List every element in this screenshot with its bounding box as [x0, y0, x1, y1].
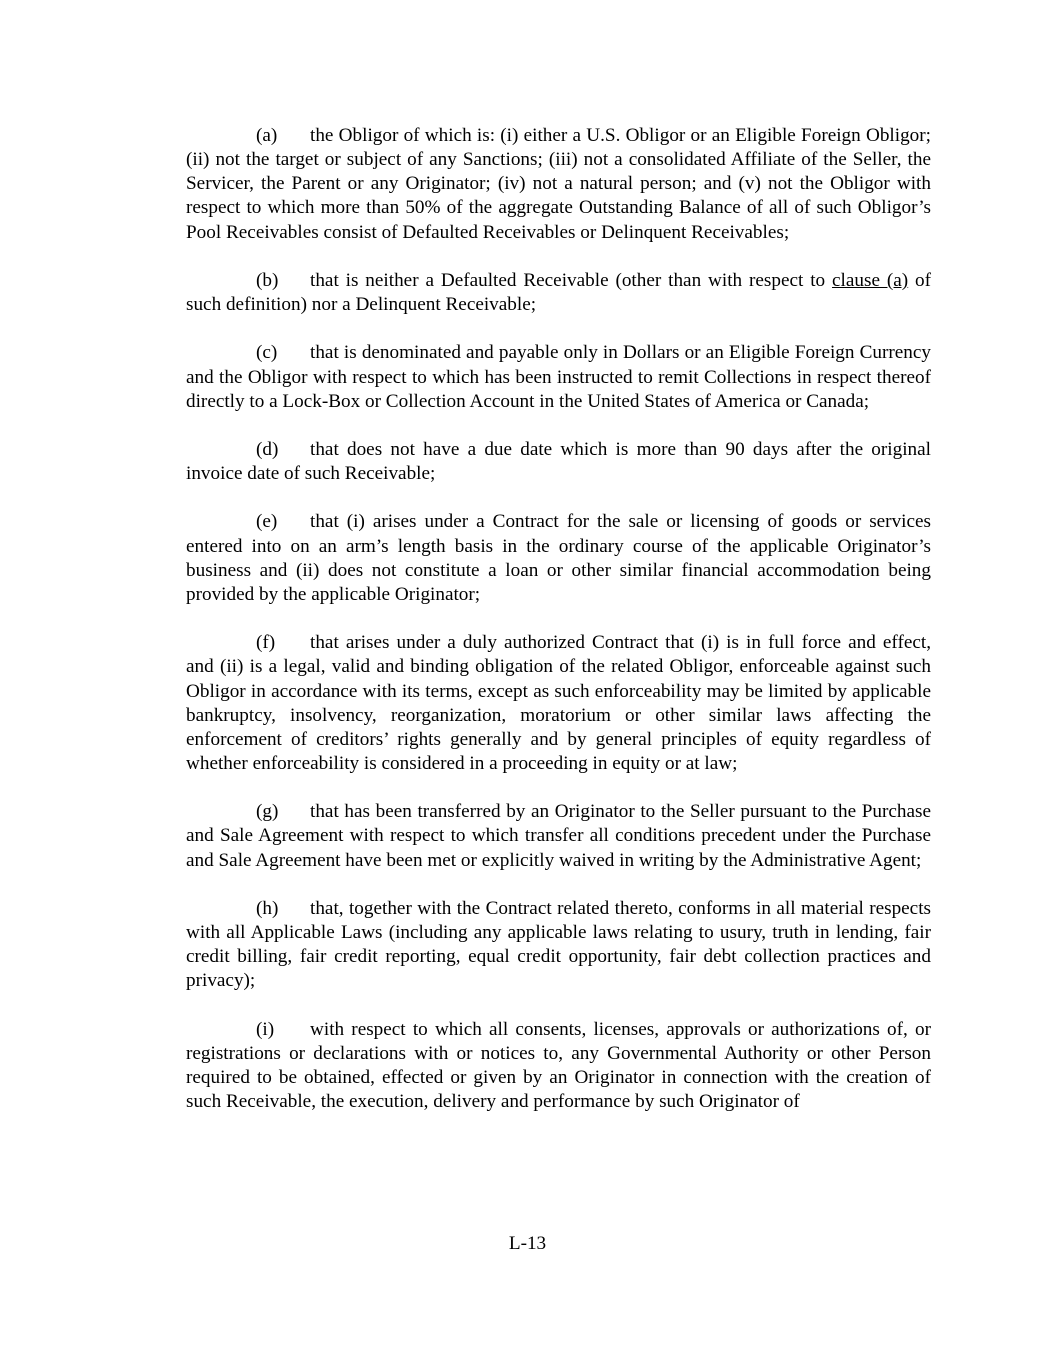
paragraph-text: that does not have a due date which is more than 90 days after the original invoice date of such Receivable; — [186, 438, 931, 485]
document-body — [186, 124, 931, 1114]
paragraph-marker: (e) — [256, 511, 278, 533]
paragraph-i — [186, 1018, 931, 1115]
paragraph-marker: (a) — [256, 125, 278, 146]
paragraph-marker: (d) — [256, 438, 279, 460]
paragraph-text: that arises under a duly authorized Contract that (i) is in full force and effect, and (ii) is a legal, valid and binding obligation of the related Obligor, enforceable against such Obligor in accordance with its terms, except as such enforceability may be limited by applicable bankruptcy, insolvency, reorganization, moratorium or other similar laws affecting the enforcement of creditors’ rights generally and by general principles of equity regardless of whether enforceability is considered in a proceeding in equity or at law; — [186, 632, 931, 774]
paragraph-marker: (i) — [256, 1018, 275, 1040]
paragraph-marker: (g) — [256, 801, 279, 823]
paragraph-text-continued: of such definition) nor a Delinquent Receivable; — [186, 269, 931, 316]
paragraph-f — [186, 631, 931, 776]
paragraph-text: that has been transferred by an Originator to the Seller pursuant to the Purchase and Sale Agreement with respect to which transfer all conditions precedent under the Purchase and Sale Agreement have been met or explicitly waived in writing by the Administrative Agent; — [186, 801, 931, 871]
paragraph-d — [186, 438, 931, 486]
paragraph-text: with respect to which all consents, licenses, approvals or authorizations of, or registrations or declarations with or notices to, any Governmental Authority or other Person required to be obtained, effected or given by an Originator in connection with the creation of such Receivable, the execution, delivery and performance by such Originator of — [186, 1018, 931, 1113]
paragraph-g — [186, 800, 931, 872]
page-number: L-13 — [508, 1233, 547, 1254]
paragraph-marker: (f) — [256, 632, 276, 654]
paragraph-text: the Obligor of which is: (i) either a U.S. Obligor or an Eligible Foreign Obligor; (ii) not the target or subject of any Sanctions; (iii) not a consolidated Affiliate of the Seller, the Servicer, the Parent or any Originator; (iv) not a natural person; and (v) not the Obligor with respect to which more than 50% of the aggregate Outstanding Balance of all of such Obligor’s Pool Receivables consist of Defaulted Receivables or Delinquent Receivables; — [186, 125, 931, 243]
paragraph-h — [186, 897, 931, 994]
paragraph-a — [186, 124, 931, 245]
paragraph-text: that, together with the Contract related thereto, conforms in all material respects with all Applicable Laws (including any applicable laws relating to usury, truth in lending, fair credit billing, fair credit reporting, equal credit opportunity, fair debt collection practices and privacy); — [186, 897, 931, 992]
clause-reference: clause (a) — [832, 269, 909, 291]
paragraph-text: that is neither a Defaulted Receivable (other than with respect to — [310, 269, 833, 291]
paragraph-marker: (c) — [256, 342, 278, 364]
paragraph-text: that (i) arises under a Contract for the sale or licensing of goods or services entered into on an arm’s length basis in the ordinary course of the applicable Originator’s business and (ii) does not constitute a loan or other similar financial accommodation being provided by the applicable Originator; — [186, 511, 931, 605]
paragraph-text: that is denominated and payable only in Dollars or an Eligible Foreign Currency and the Obligor with respect to which has been instructed to remit Collections in respect thereof directly to a Lock-Box or Collection Account in the United States of America or Canada; — [186, 342, 931, 412]
paragraph-c — [186, 341, 931, 413]
paragraph-marker: (b) — [256, 269, 279, 291]
paragraph-e — [186, 510, 931, 607]
paragraph-marker: (h) — [256, 897, 279, 919]
paragraph-b — [186, 269, 931, 317]
